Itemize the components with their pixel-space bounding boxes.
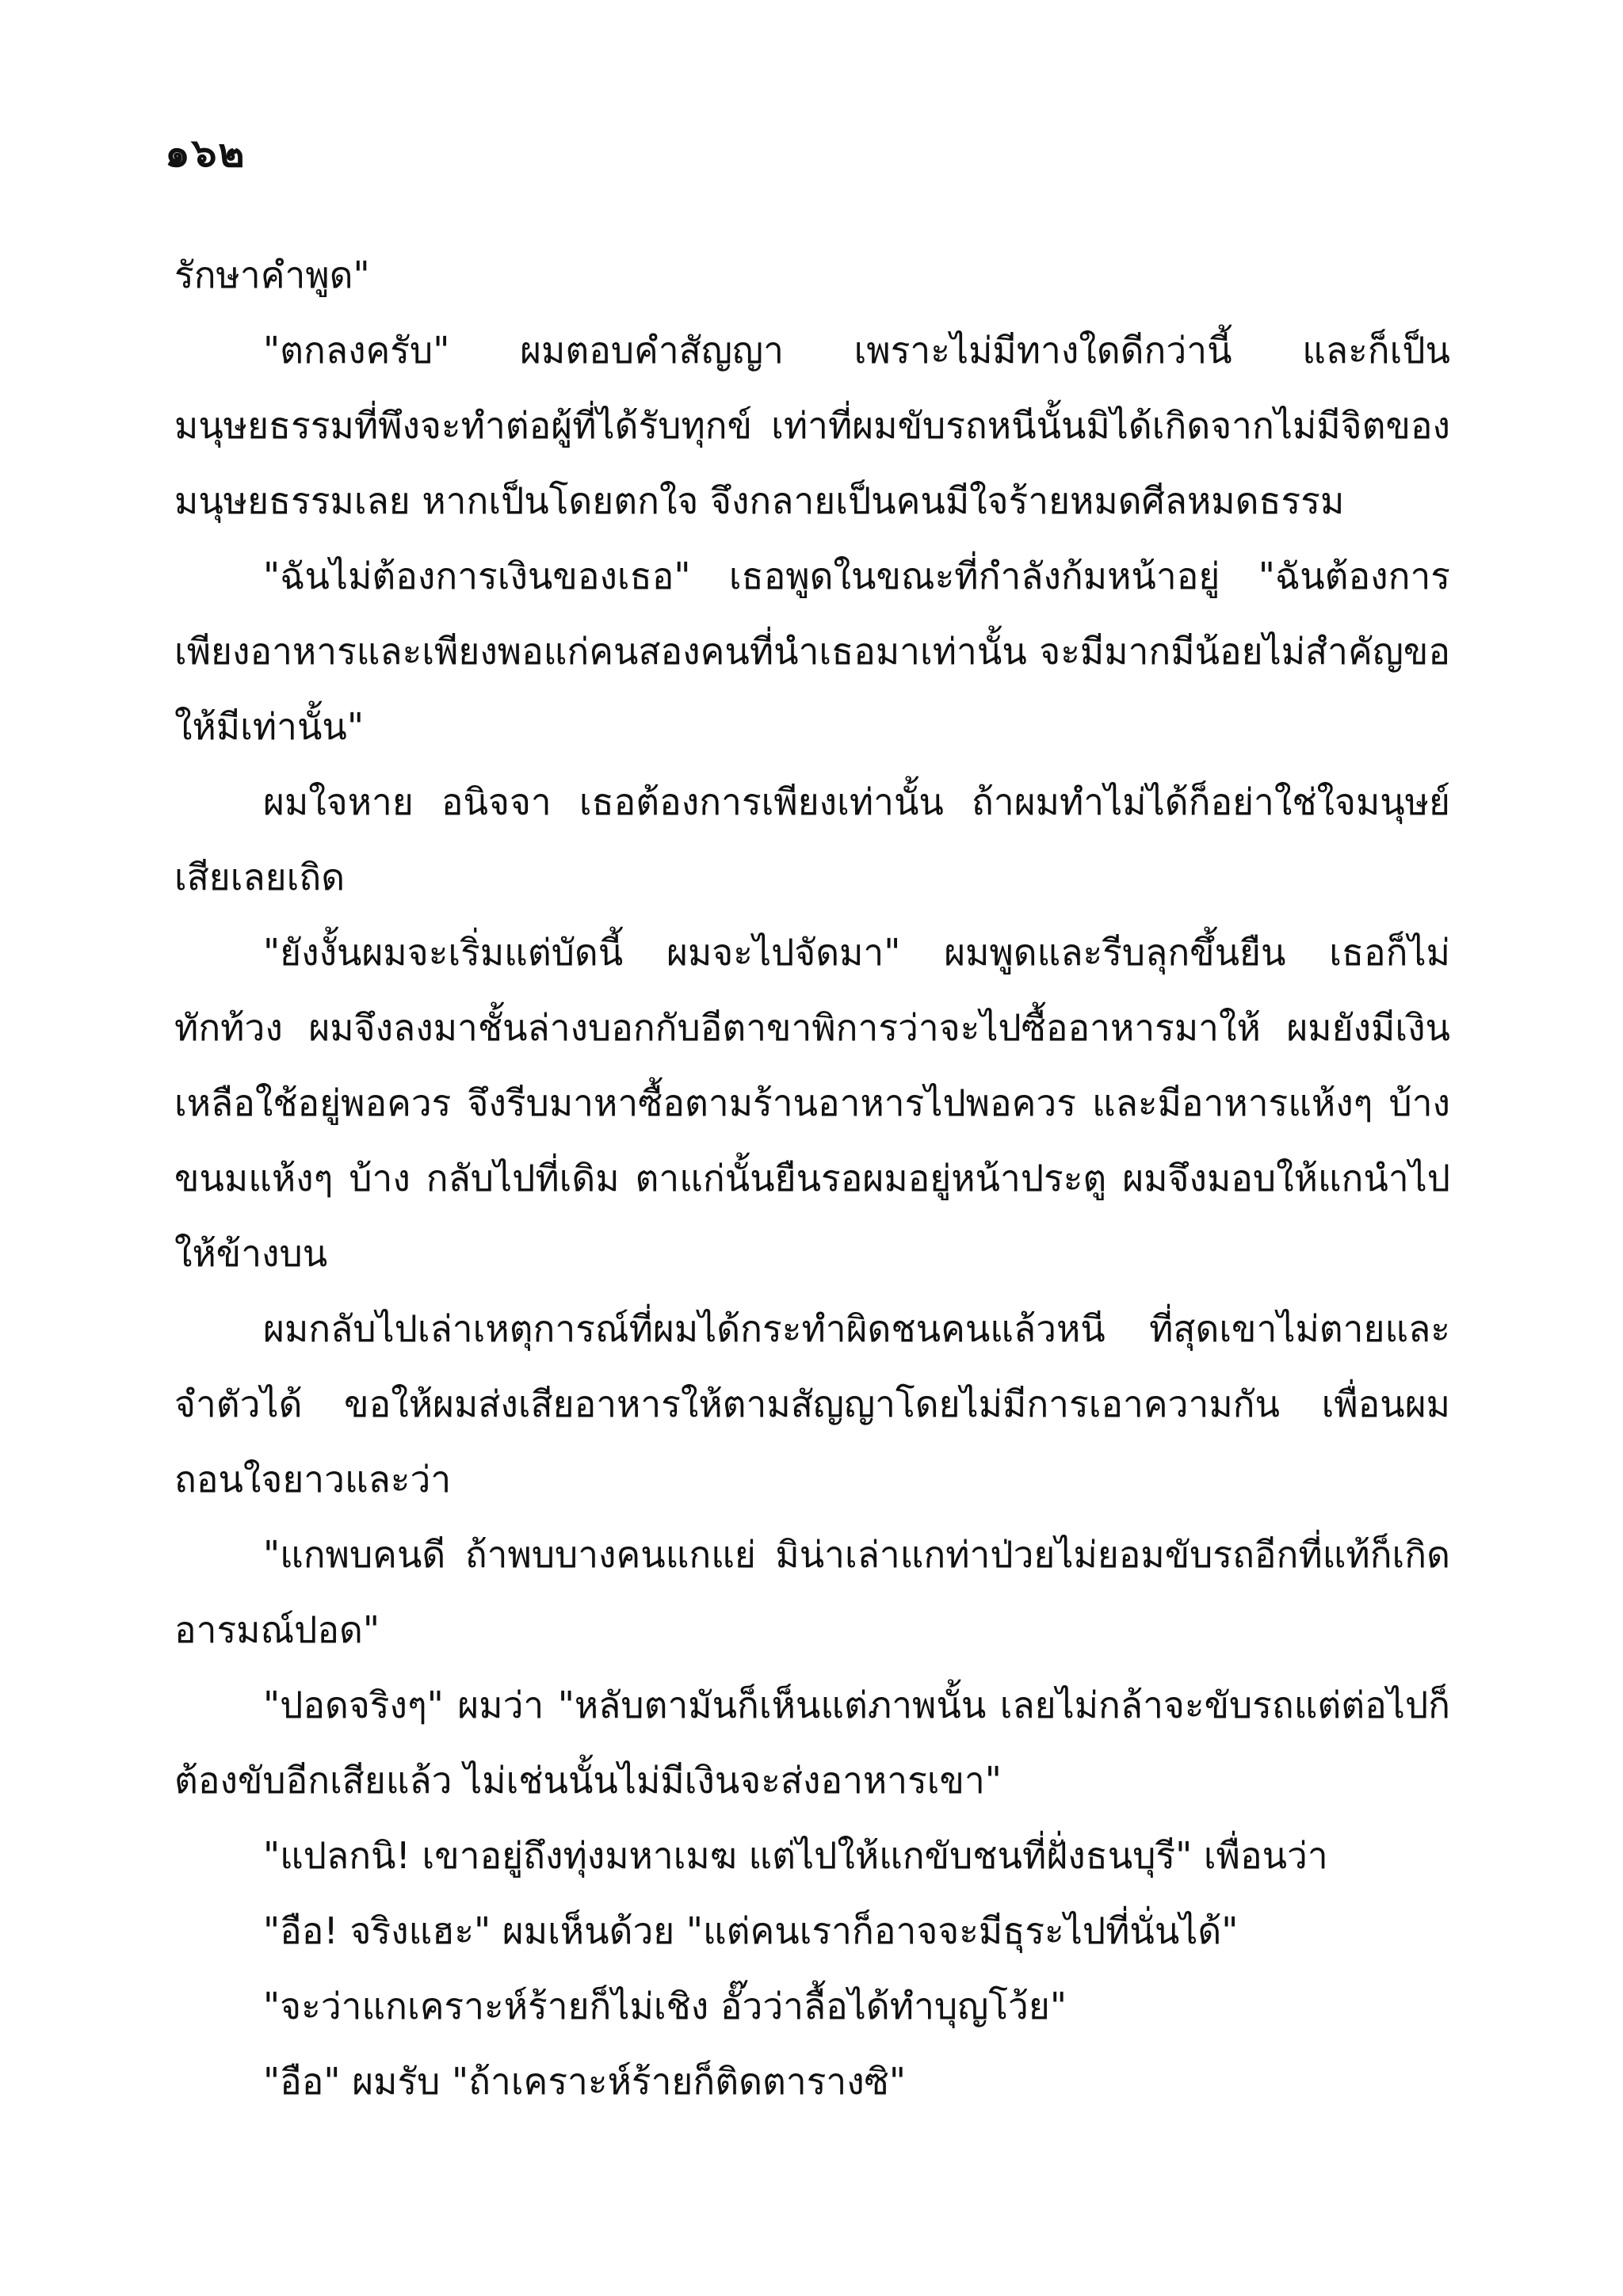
paragraph: "แปลกนิ! เขาอยู่ถึงทุ่งมหาเมฆ แต่ไปให้แกขับชนที่ฝั่งธนบุรี" เพื่อนว่า [263, 1834, 1328, 1877]
paragraph: รักษาคำพูด" [174, 254, 370, 296]
paragraph: "ยังงั้นผมจะเริ่มแต่บัดนี้ ผมจะไปจัดมา" ผมพูดและรีบลุกขึ้นยืน เธอก็ไม่ทักท้วง ผมจึงลงมาชั้นล่างบอกกับอีตาขาพิการว่าจะไปซื้ออาหารมาให้ ผมยังมีเงินเหลือใช้อยู่พอควร จึงรีบมาหาซื้อตามร้านอาหารไปพอควร และมีอาหารแห้งๆ บ้าง ขนมแห้งๆ บ้าง กลับไปที่เดิม ตาแก่นั้นยืนรอผมอยู่หน้าประตู ผมจึงมอบให้แกนำไปให้ข้างบน [174, 931, 1450, 1275]
paragraph: "ตกลงครับ" ผมตอบคำสัญญา เพราะไม่มีทางใดดีกว่านี้ และก็เป็นมนุษยธรรมที่พึงจะทำต่อผู้ที่ได้รับทุกข์ เท่าที่ผมขับรถหนีนั้นมิได้เกิดจากไม่มีจิตของมนุษยธรรมเลย หากเป็นโดยตกใจ จึงกลายเป็นคนมีใจร้ายหมดศีลหมดธรรม [174, 329, 1450, 522]
paragraph: "ปอดจริงๆ" ผมว่า "หลับตามันก็เห็นแต่ภาพนั้น เลยไม่กล้าจะขับรถแต่ต่อไปก็ต้องขับอีกเสียแล้ว ไม่เช่นนั้นไม่มีเงินจะส่งอาหารเขา" [174, 1684, 1450, 1802]
paragraph: "จะว่าแกเคราะห์ร้ายก็ไม่เชิง อั๊วว่าลื้อได้ทำบุญโว้ย" [263, 1985, 1067, 2027]
paragraph: "อือ" ผมรับ "ถ้าเคราะห์ร้ายก็ติดตารางซิ" [263, 2060, 907, 2103]
body-text [174, 238, 1450, 2119]
page-number: ๑๖๒ [165, 130, 246, 176]
paragraph: ผมใจหาย อนิจจา เธอต้องการเพียงเท่านั้น ถ้าผมทำไม่ได้ก็อย่าใช่ใจมนุษย์เสียเลยเถิด [174, 780, 1450, 898]
paragraph: "ฉันไม่ต้องการเงินของเธอ" เธอพูดในขณะที่กำลังก้มหน้าอยู่ "ฉันต้องการเพียงอาหารและเพียงพอแก่คนสองคนที่นำเธอมาเท่านั้น จะมีมากมีน้อยไม่สำคัญขอให้มีเท่านั้น" [174, 555, 1450, 748]
paragraph: "อือ! จริงแฮะ" ผมเห็นด้วย "แต่คนเราก็อาจจะมีธุระไปที่นั่นได้" [263, 1909, 1239, 1952]
paragraph: "แกพบคนดี ถ้าพบบางคนแกแย่ มิน่าเล่าแกท่าป่วยไม่ยอมขับรถอีกที่แท้ก็เกิดอารมณ์ปอด" [174, 1533, 1450, 1651]
paragraph: ผมกลับไปเล่าเหตุการณ์ที่ผมได้กระทำผิดชนคนแล้วหนี ที่สุดเขาไม่ตายและจำตัวได้ ขอให้ผมส่งเสียอาหารให้ตามสัญญาโดยไม่มีการเอาความกัน เพื่อนผมถอนใจยาวและว่า [174, 1307, 1450, 1501]
